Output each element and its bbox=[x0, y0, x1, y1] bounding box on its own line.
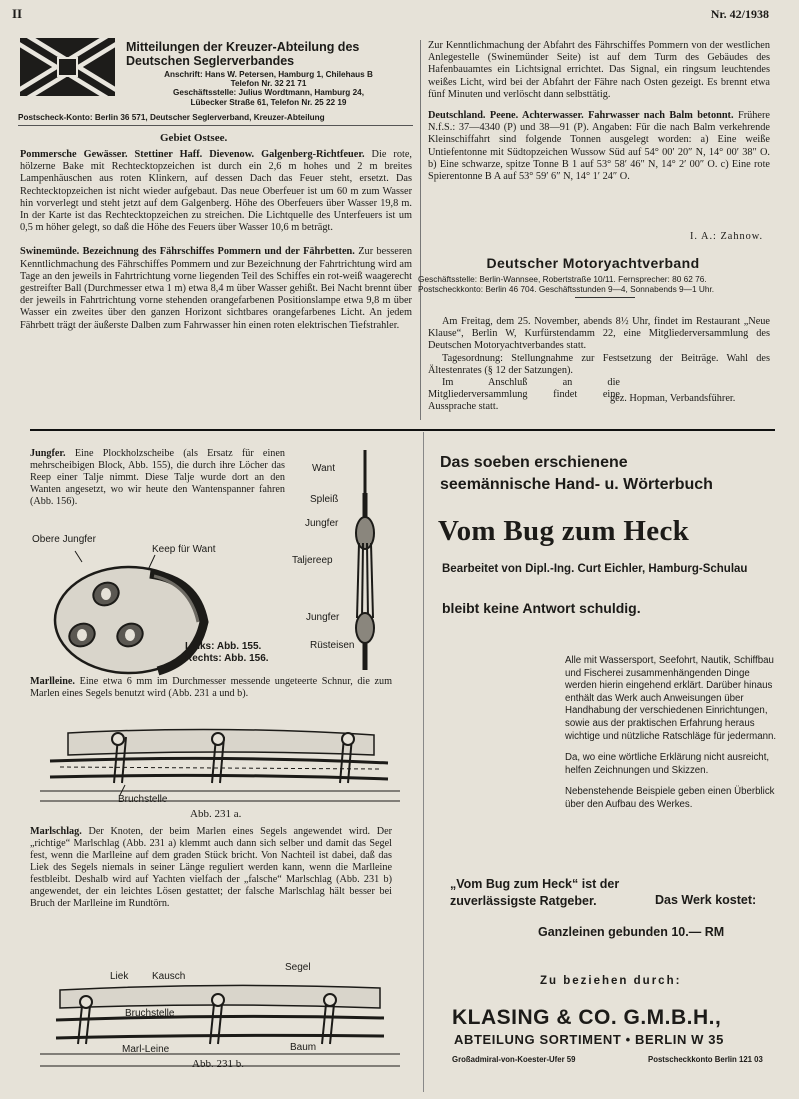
label-keep-fuer-want: Keep für Want bbox=[152, 544, 216, 555]
address-line: Anschrift: Hans W. Petersen, Hamburg 1, Chilehaus B bbox=[164, 70, 373, 79]
address-line: Lübecker Straße 61, Telefon Nr. 25 22 19 bbox=[190, 97, 347, 107]
section-rule bbox=[30, 429, 775, 431]
kreuzer-notices bbox=[20, 149, 412, 341]
label-taljereep: Taljereep bbox=[292, 555, 333, 566]
divider bbox=[18, 125, 413, 126]
dmv-title: Deutscher Motoryachtverband bbox=[486, 255, 700, 271]
ad-cost: Das Werk kostet: bbox=[655, 893, 757, 907]
address-line: Telefon Nr. 32 21 71 bbox=[230, 79, 307, 89]
label-ruesteisen: Rüsteisen bbox=[310, 640, 355, 651]
entry-marlleine: Marlleine. Eine etwa 6 mm im Durchmesser messende ungeteerte Schnur, die zum Marlen eines Segels benutzt wird (Abb. 231 a und b). bbox=[30, 676, 393, 699]
label-want: Want bbox=[312, 463, 335, 474]
label-spleiss: Spleiß bbox=[310, 494, 339, 505]
ad-price: Ganzleinen gebunden 10.— RM bbox=[538, 925, 725, 939]
ad-author: Bearbeitet von Dipl.-Ing. Curt Eichler, Hamburg-Schulau bbox=[442, 563, 748, 575]
label-jungfer-top: Jungfer bbox=[305, 518, 339, 529]
notice-galgenberg: Pommersche Gewässer. Stettiner Haff. Dievenow. Galgenberg-Richtfeuer. Die rote, hölzerne Bake mit Rechtecktopzeichen ist durch ein 2,6 m hohes und 2 m breites Lampenhäuschen aus roten Klinkern, auf dessen Dach das Feuer steht, ersetzt. Das Rechtecktopzeichen ist nicht wieder aufgebaut. Das neue Oberfeuer ist um 60 m zum Wasser hin vorverlegt und steht jetzt auf dem Galgenberg. Höhe des Oberfeuers über Wasser 19,8 m. In der Karte ist das Rechtecktopzeichen zu streichen. Die Lichtquelle des Unterfeuers ist um 0,5 m höher gelegt, so daß die Höhe des Feuers über Wasser 10,6 m beträgt. bbox=[20, 149, 412, 234]
saltire-cross-icon bbox=[20, 38, 115, 96]
label-kausch: Kausch bbox=[152, 971, 186, 982]
marlschlag-false-illustration bbox=[40, 980, 400, 1070]
figure-caption-155-156: Links: Abb. 155. Rechts: Abb. 156. bbox=[185, 641, 269, 664]
notice-swinemuende: Swinemünde. Bezeichnung des Fährschiffes Pommern und der Fährbetten. Zur besseren Kenntlichmachung des Fährschiffes Pommern und zur Bezeichnung der Fahrtrichtung wird am Tage an den jeweils in Fahrtrichtung vorne liegenden Teil des Schiffes ein rot-weiß waagerecht gestreifter Ball (Durchmesser etwa 1 m) etwa 8,4 m über Wasser gehißt. Bei Nacht brennt über der jeweils in Fahrtrichtung vorne stehenden orangefarbenen Positionslampe etwa 9,8 m über Wasser ein zweites über den ganzen Horizont sichtbares orangefarbenes Licht. An jedem Fährbett trägt der äußerste Dalben zum Fahrwasser hin einen roten elektrischen Tiefstrahler. bbox=[20, 246, 412, 331]
pennant-flag-logo bbox=[20, 38, 115, 96]
ad-reliable: „Vom Bug zum Heck“ ist der zuverlässigste Ratgeber. bbox=[450, 877, 620, 908]
ad-description: Alle mit Wassersport, Seefohrt, Nautik, Schiffbau und Fischerei zusammenhängenden Dinge werden hierin eingehend erklärt. Darüber hinaus enthält das Werk auch Anweisungen über Handhabung der verschiedenen Einrichtungen, sowie aus der praktischen Erfahrung heraus wichtige und nützliche Ratschläge für jedermann. Da, wo eine wörtliche Erklärung nicht ausreicht, helfen Zeichnungen und Skizzen. Nebenstehende Beispiele geben einen Überblick über den Aufbau des Werkes. bbox=[565, 655, 777, 810]
signature-zahnow: I. A.: Zahnow. bbox=[690, 231, 764, 242]
dmv-notice: Am Freitag, dem 25. November, abends 8½ Uhr, findet im Restaurant „Neue Klause“, Berlin W, Kurfürstendamm 22, eine Mitgliederversammlung des Deutschen Motoryachtverbandes statt. Tagesordnung: Stellungnahme zur Festsetzung der Beiträge. Wahl des Ältestenrates (§ 12 der Satzungen). Im Anschluß an die Mitgliederversammlung findet eine Aussprache statt. bbox=[428, 316, 770, 413]
label-marlleine: Marl-Leine bbox=[122, 1044, 170, 1055]
ad-bezug: Zu beziehen durch: bbox=[540, 975, 682, 987]
divider bbox=[575, 297, 635, 298]
notice-peene: Deutschland. Peene. Achterwasser. Fahrwasser nach Balm betonnt. Frühere N.f.S.: 37—4340 (P) und 38—91 (P). Angaben: Für die nach Balm verkehrende Kleinschiffahrt sind folgende Tonnen ausgelegt worden: a) Eine weiße Untiefentonne mit Südtopzeichen Wussow Süd auf 54° 00′ 20″ N, 14° 00′ 38″ O. b) Eine schwarze, spitze Tonne B 1 auf 53° 58′ 46″ N, 14° 2′ 00″ O. c) Eine rote Spierentonne B A auf 53° 59′ 6″ N, 14° 1′ 24″ O. bbox=[428, 110, 770, 183]
label-bruchstelle-a: Bruchstelle bbox=[118, 794, 168, 805]
ad-divider bbox=[423, 432, 424, 1092]
column-divider bbox=[420, 40, 421, 420]
kreuzer-postscheck: Postscheck-Konto: Berlin 36 571, Deutscher Seglerverband, Kreuzer-Abteilung bbox=[18, 113, 325, 122]
ad-book-title: Vom Bug zum Heck bbox=[438, 515, 690, 547]
signature-hopman: gez. Hopman, Verbandsführer. bbox=[610, 393, 736, 404]
ad-department: ABTEILUNG SORTIMENT • BERLIN W 35 bbox=[454, 1032, 724, 1047]
kreuzer-title: Mitteilungen der Kreuzer-Abteilung des Deutschen Seglerverbandes bbox=[126, 40, 360, 68]
figure-caption-231b: Abb. 231 b. bbox=[192, 1058, 244, 1070]
label-bruchstelle-b: Bruchstelle bbox=[125, 1008, 175, 1019]
address-line: Geschäftsstelle: Julius Wordtmann, Hamburg 24, bbox=[173, 88, 364, 98]
ad-publisher: KLASING & CO. G.M.B.H., bbox=[452, 1006, 722, 1029]
label-obere-jungfer: Obere Jungfer bbox=[32, 534, 96, 545]
issue-number: Nr. 42/1938 bbox=[710, 7, 769, 21]
ad-tagline: bleibt keine Antwort schuldig. bbox=[442, 600, 641, 616]
label-segel: Segel bbox=[285, 962, 311, 973]
newspaper-page: II Nr. 42/1938 Mitteilungen der Kreuzer-Abteilung des Deutschen Seglerverbandes Anschrift: Hans W. Petersen, Hamburg 1, Chilehaus B Telefon Nr. 32 21 71 Geschäftsstelle: Julius Wordtmann, Hamburg 24, Lübecker Straße 61, Telefon Nr. 25 22 19 Postscheck-Konto: Berlin 36 571, Deutscher Seglerverband, Kreuzer-Abteilung Gebiet Ostsee. Pommersche Gewässer. Stettiner Haff. Dievenow. Galgenberg-Richtfeuer. Die rote, hölzerne Bake mit Rechtecktopzeichen ist durch ein 2,6 m hohes und 2 m breites Lampenhäuschen aus roten Klinkern, auf dessen Dach das Feuer steht, ersetzt. Das Rechtecktopzeichen ist nicht wieder aufgebaut. Das neue Oberfeuer ist um 60 m zum Wasser hin vorverlegt und steht jetzt auf dem Galgenberg. Höhe des Oberfeuers über Wasser 19,8 m. In der Karte ist das Rechtecktopzeichen zu streichen. Die Lichtquelle des Unterfeuers ist um 0,5 m höher gelegt, so daß die Höhe des Feuers über Wasser 10,6 m beträgt. Swinemünde. Bezeichnung des Fährschiffes Pommern und der Fährbetten. Zur besseren Kenntlichmachung des Fährschiffes Pommern und zur Bezeichnung der Fahrtrichtung wird am Tage an den jeweils in Fahrtrichtung vorne liegenden Teil des Schiffes ein rot-weiß waagerecht gestreifter Ball (Durchmesser etwa 1 m) etwa 8,4 m über Wasser gehißt. Bei Nacht brennt über der jeweils in Fahrtrichtung vorne stehenden orangefarbenen Positionslampe etwa 9,8 m über Wasser ein zweites über den ganzen Horizont sichtbares orangefarbenes Licht. An jedem Fährbett trägt der äußerste Dalben zum Fahrwasser hin einen roten elektrischen Tiefstrahler. Zur Kenntlichmachung der Abfahrt des Fährschiffes Pommern von der westlichen Anlegestelle (Swinemünder Seite) ist auf dem Turm des Gebäudes des Hafenbauamtes ein Lichtsignal errichtet. Das Signal, ein ringsum leuchtendes weißes Licht, wird bei der Abfahrt der Fähre nach Osten gezeigt. Es brennt etwa fünf Minuten und verlöscht dann selbsttätig. Deutschland. Peene. Achterwasser. Fahrwasser nach Balm betonnt. Frühere N.f.S.: 37—4340 (P) und 38—91 (P). Angaben: Für die nach Balm verkehrende Kleinschiffahrt sind folgende Tonnen ausgelegt worden: a) Eine weiße Untiefentonne mit Südtopzeichen Wussow Süd auf 54° 00′ 20″ N, 14° 00′ 38″ O. b) Eine schwarze, spitze Tonne B 1 auf 53° 58′ 46″ N, 14° 2′ 00″ O. c) Eine rote Spierentonne B A auf 53° 59′ 6″ N, 14° 1′ 24″ O. I. A.: Zahnow. Deutscher Motoryachtverband Geschäftsstelle: Berlin-Wannsee, Robertstraße 10/11. Fernsprecher: 80 62 76. Postscheckkonto: Berlin 46 704. Geschäftsstunden 9—4, Sonnabends 9—1 Uhr. Am Freitag, dem 25. November, abends 8½ Uhr, findet im Restaurant „Neue Klause“, Berlin W, Kurfürstendamm 22, eine Mitgliederversammlung des Deutschen Motoryachtverbandes statt. Tagesordnung: Stellungnahme zur Festsetzung der Beiträge. Wahl des Ältestenrates (§ 12 der Satzungen). Im Anschluß an die Mitgliederversammlung findet eine Aussprache statt. gez. Hopman, Verbandsführer. Jungfer. Eine Plockholzscheibe (als Ersatz für einen mehrscheibigen Block, Abb. 155), die durch ihre Löcher das Reep einer Talje nimmt. Diese Talje wurde dort an den Wanten angesetzt, wo wir heute den Wantenspanner fahren (Abb. 156). Obere Jungfer Keep für Want Links: Abb. 155. Rechts: Abb. 156. Want Spleiß Jungfer Taljereep Jungfer Rüsteisen Marlleine. Eine etwa 6 mm im Durchmesser messende ungeteerte Schnur, die zum Marlen eines Segels benutzt wird (Abb. 231 a und b). Bruchstelle Abb. 231 a. Marlschlag. Der Knoten, der beim Marlen eines Segels angewendet wird. Der „richtige“ Marlschlag (Abb. 231 a) klemmt auch dann sich selber und damit das Segel fest, wenn die Marlleine auf dem graden Stück bricht. Von Nachteil ist dabei, daß das Liek des Segels niemals in seiner Länge reguliert werden kann, wenn die Marlleine festbleibt. Deshalb wird auf Yachten vielfach der „falsche“ Marlschlag (Abb. 231 b) angewendet, der ein leichtes Lösen gestattet; der falsche Marlschlag hält besser bei Bruch der Marlleine im Rundtörn. Liek Kausch Segel Bruchstelle Marl-Leine Baum Abb. 231 b. Das soeben erschienene seemännische Hand- u. Wörterbuch Vom Bug zum Heck Bearbeitet von Dipl.-Ing. Curt Eichler, Hamburg-Schulau bleibt keine Antwort schuldig. Alle mit Wassersport, Seefohrt, Nautik, Schiffbau und Fischerei zusammenhängenden Dinge werden hierin eingehend erklärt. Darüber hinaus enthält das Werk auch Anweisungen über Handhabung der verschiedenen Einrichtungen, sowie aus der praktischen Erfahrung heraus wichtige und nützliche Ratschläge für jedermann. Da, wo eine wörtliche Erklärung nicht ausreicht, helfen Zeichnungen und Skizzen. Nebenstehende Beispiele geben einen Überblick über den Aufbau des Werkes. „Vom Bug zum Heck“ ist der zuverlässigste Ratgeber. Das Werk kostet: Ganzleinen gebunden 10.— RM Zu beziehen durch: KLASING & CO. G.M.B.H., ABTEILUNG SORTIMENT • BERLIN W 35 Großadmiral-von-Koester-Ufer 59 Postscheckkonto Berlin 121 03 bbox=[0, 0, 799, 1099]
kreuzer-address bbox=[126, 70, 411, 107]
marlschlag-correct-illustration bbox=[40, 725, 400, 805]
dmv-address: Geschäftsstelle: Berlin-Wannsee, Robertstraße 10/11. Fernsprecher: 80 62 76. Postscheckkonto: Berlin 46 704. Geschäftsstunden 9—4, Sonnabends 9—1 Uhr. bbox=[418, 274, 715, 294]
entry-jungfer: Jungfer. Eine Plockholzscheibe (als Ersatz für einen mehrscheibigen Block, Abb. 155), die durch ihre Löcher das Reep einer Talje nimmt. Diese Talje wurde dort an den Wanten angesetzt, wo wir heute den Wantenspanner fahren (Abb. 156). bbox=[30, 448, 285, 507]
page-number: II bbox=[12, 6, 23, 21]
ad-intro: Das soeben erschienene seemännische Hand- u. Wörterbuch bbox=[440, 454, 713, 493]
region-heading: Gebiet Ostsee. bbox=[160, 132, 228, 144]
entry-marlschlag: Marlschlag. Der Knoten, der beim Marlen eines Segels angewendet wird. Der „richtige“ Marlschlag (Abb. 231 a) klemmt auch dann sich selber und damit das Segel fest, wenn die Marlleine auf dem graden Stück bricht. Von Nachteil ist dabei, daß das Liek des Segels niemals in seiner Länge reguliert werden kann, wenn die Marlleine festbleibt. Deshalb wird auf Yachten vielfach der „falsche“ Marlschlag (Abb. 231 b) angewendet, der ein leichtes Lösen gestattet; der falsche Marlschlag hält besser bei Bruch der Marlleine im Rundtörn. bbox=[30, 826, 393, 909]
right-column-notices bbox=[428, 40, 770, 192]
label-baum: Baum bbox=[290, 1042, 317, 1053]
label-liek: Liek bbox=[110, 971, 129, 982]
notice-faehre-signal: Zur Kenntlichmachung der Abfahrt des Fährschiffes Pommern von der westlichen Anlegestelle (Swinemünder Seite) ist auf dem Turm des Gebäudes des Hafenbauamtes ein Lichtsignal errichtet. Das Signal, ein ringsum leuchtendes weißes Licht, wird bei der Abfahrt der Fähre nach Osten gezeigt. Es brennt etwa fünf Minuten und verlöscht dann selbsttätig. bbox=[428, 40, 770, 100]
label-jungfer-bottom: Jungfer bbox=[306, 612, 340, 623]
figure-caption-231a: Abb. 231 a. bbox=[190, 808, 242, 820]
